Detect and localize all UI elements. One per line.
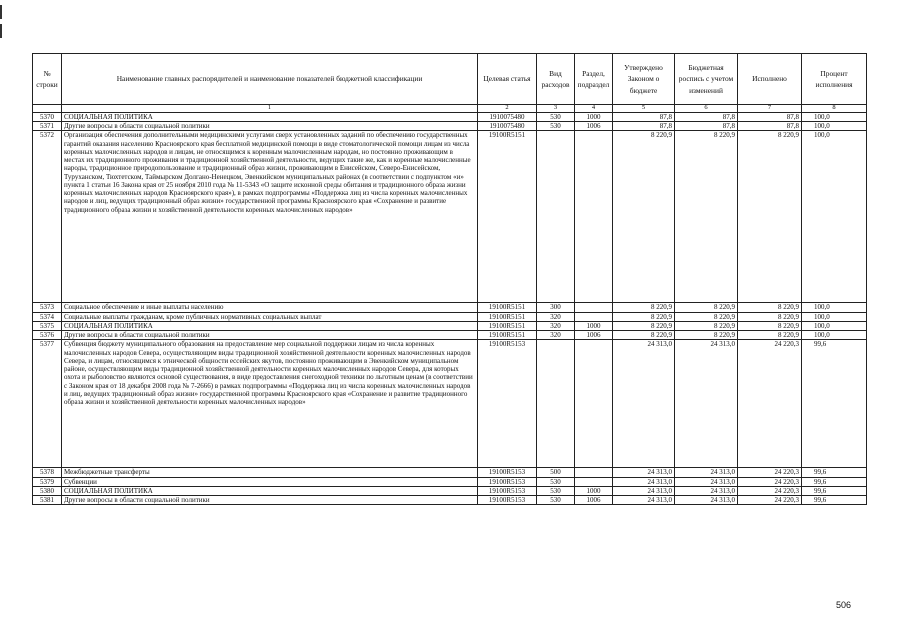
row-schedule: 8 220,9 [675,321,738,330]
row-percent: 100,0 [802,112,867,121]
row-name: Организация обеспечения дополнительными медицинскими услугами сверх установленных заданий по обеспечению государственных гарантий оказания населению Красноярского края бесплатной медицинской помощи в виде стоматологической помощи лицам из числа коренных малочисленных народов и лицам, не относящимся к коренным малочисленным народам, но постоянно проживающим в местах их традиционного проживания и традиционной хозяйственной деятельности, ведущих такие же, как и коренные малочисленные народы, традиционное природопользование и традиционный образ жизни, проживающим в Енисейском, Северо-Енисейском, Туруханском, Тюхтетском, Таймырском Долгано-Ненецком, Эвенкийском муниципальных районах (в соответствии с подпунктом «и» пункта 1 статьи 16 Закона края от 25 ноября 2010 года № 11-5343 «О защите исконной среды обитания и традиционного образа жизни коренных малочисленных народов Красноярского края»), в рамках подпрограммы «Поддержка лиц из числа коренных малочисленных народов и лиц, ведущих традиционный образ жизни» государственной программы Красноярского края «Сохранение и развитие традиционного образа жизни и хозяйственной деятельности коренных малочисленных народов» [62,131,478,303]
row-schedule: 8 220,9 [675,303,738,312]
row-target: 19100R5151 [478,331,537,340]
row-executed: 24 220,3 [738,486,802,495]
row-razdel [575,312,613,321]
row-razdel [575,468,613,477]
colnum-8: 8 [802,105,867,113]
row-target: 19100R5151 [478,131,537,303]
row-vid: 530 [537,477,575,486]
row-executed: 87,8 [738,112,802,121]
row-vid [537,340,575,468]
row-approved: 24 313,0 [613,468,675,477]
column-number-row [33,105,867,113]
row-name: СОЦИАЛЬНАЯ ПОЛИТИКА [62,112,478,121]
row-number: 5370 [33,112,62,121]
left-edge-mark-top [0,5,2,19]
row-approved: 8 220,9 [613,131,675,303]
row-name: Субвенции [62,477,478,486]
row-razdel: 1006 [575,496,613,505]
header-vid: Вид расходов [537,54,575,105]
row-approved: 24 313,0 [613,486,675,495]
colnum-empty [33,105,62,113]
row-number: 5375 [33,321,62,330]
row-percent: 99,6 [802,477,867,486]
table-row [33,486,867,495]
row-approved: 8 220,9 [613,321,675,330]
header-schedule: Бюджетная роспись с учетом изменений [675,54,738,105]
row-approved: 87,8 [613,122,675,131]
row-schedule: 24 313,0 [675,496,738,505]
row-razdel: 1000 [575,321,613,330]
row-name: Другие вопросы в области социальной политики [62,496,478,505]
colnum-2: 2 [478,105,537,113]
table-header-row [33,54,867,105]
colnum-4: 4 [575,105,613,113]
row-number: 5379 [33,477,62,486]
row-razdel [575,303,613,312]
left-edge-mark-bottom [0,24,2,38]
row-vid: 320 [537,312,575,321]
row-number: 5373 [33,303,62,312]
row-percent: 100,0 [802,131,867,303]
row-razdel: 1006 [575,122,613,131]
row-schedule: 8 220,9 [675,312,738,321]
row-target: 19100R5151 [478,312,537,321]
row-executed: 24 220,3 [738,340,802,468]
row-schedule: 24 313,0 [675,340,738,468]
row-approved: 8 220,9 [613,331,675,340]
row-schedule: 87,8 [675,122,738,131]
row-vid: 530 [537,112,575,121]
row-number: 5377 [33,340,62,468]
header-percent: Процент исполнения [802,54,867,105]
budget-table [32,53,867,505]
row-schedule: 24 313,0 [675,486,738,495]
row-name: Межбюджетные трансферты [62,468,478,477]
row-number: 5372 [33,131,62,303]
table-row [33,303,867,312]
row-target: 19100R5151 [478,321,537,330]
header-razdel: Раздел, подраздел [575,54,613,105]
row-percent: 100,0 [802,312,867,321]
table-row [33,496,867,505]
row-razdel: 1000 [575,486,613,495]
row-schedule: 8 220,9 [675,131,738,303]
colnum-5: 5 [613,105,675,113]
row-target: 19100R5153 [478,496,537,505]
row-name: Социальное обеспечение и иные выплаты населению [62,303,478,312]
row-executed: 8 220,9 [738,331,802,340]
row-percent: 99,6 [802,496,867,505]
row-name: Субвенция бюджету муниципального образования на предоставление мер социальной поддержки лицам из числа коренных малочисленных народов Севера, осуществляющим виды традиционной хозяйственной деятельности коренных малочисленных народов Севера, и лицам, относящимся к этнической общности ессейских якутов, постоянно проживающим в Эвенкийском муниципальном районе, осуществляющим виды традиционной хозяйственной деятельности коренных малочисленных народов Севера, для которых охота и рыболовство являются основой существования, в виде предоставления снегоходной техники по льготным ценам (в соответствии с Законом края от 18 декабря 2008 года № 7-2666) в рамках подпрограммы «Поддержка лиц из числа коренных малочисленных народов и лиц, ведущих традиционный образ жизни» государственной программы Красноярского края «Сохранение и развитие традиционного образа жизни и хозяйственной деятельности коренных малочисленных народов» [62,340,478,468]
row-percent: 99,6 [802,486,867,495]
row-target: 1910075480 [478,112,537,121]
table-row [33,112,867,121]
row-name: Другие вопросы в области социальной политики [62,122,478,131]
row-name: СОЦИАЛЬНАЯ ПОЛИТИКА [62,486,478,495]
row-approved: 24 313,0 [613,477,675,486]
row-percent: 100,0 [802,321,867,330]
row-executed: 87,8 [738,122,802,131]
row-vid: 530 [537,122,575,131]
row-executed: 8 220,9 [738,321,802,330]
row-percent: 100,0 [802,122,867,131]
row-number: 5374 [33,312,62,321]
row-vid: 300 [537,303,575,312]
header-name: Наименование главных распорядителей и наименование показателей бюджетной классификации [62,54,478,105]
table-row [33,321,867,330]
table-row [33,131,867,303]
row-approved: 24 313,0 [613,496,675,505]
row-executed: 8 220,9 [738,303,802,312]
row-vid: 500 [537,468,575,477]
row-name: Другие вопросы в области социальной политики [62,331,478,340]
row-name: Социальные выплаты гражданам, кроме публичных нормативных социальных выплат [62,312,478,321]
row-executed: 24 220,3 [738,477,802,486]
row-number: 5381 [33,496,62,505]
row-schedule: 24 313,0 [675,468,738,477]
row-approved: 87,8 [613,112,675,121]
row-vid: 530 [537,496,575,505]
row-schedule: 8 220,9 [675,331,738,340]
header-row-no: № строки [33,54,62,105]
row-razdel [575,131,613,303]
table-row [33,122,867,131]
row-percent: 99,6 [802,340,867,468]
row-vid: 320 [537,331,575,340]
row-vid [537,131,575,303]
row-number: 5371 [33,122,62,131]
table-row [33,340,867,468]
table-row [33,477,867,486]
row-executed: 24 220,3 [738,468,802,477]
row-vid: 320 [537,321,575,330]
row-number: 5378 [33,468,62,477]
row-approved: 8 220,9 [613,312,675,321]
row-vid: 530 [537,486,575,495]
row-target: 19100R5153 [478,477,537,486]
row-percent: 100,0 [802,331,867,340]
row-razdel: 1006 [575,331,613,340]
colnum-7: 7 [738,105,802,113]
row-percent: 100,0 [802,303,867,312]
row-razdel [575,477,613,486]
row-target: 1910075480 [478,122,537,131]
colnum-3: 3 [537,105,575,113]
row-schedule: 87,8 [675,112,738,121]
row-target: 19100R5153 [478,486,537,495]
colnum-1: 1 [62,105,478,113]
row-executed: 24 220,3 [738,496,802,505]
row-target: 19100R5151 [478,303,537,312]
table-row [33,312,867,321]
row-executed: 8 220,9 [738,312,802,321]
row-target: 19100R5153 [478,340,537,468]
row-executed: 8 220,9 [738,131,802,303]
table-row [33,468,867,477]
row-approved: 8 220,9 [613,303,675,312]
table-row [33,331,867,340]
row-razdel: 1000 [575,112,613,121]
row-schedule: 24 313,0 [675,477,738,486]
page-number: 506 [836,600,852,610]
row-approved: 24 313,0 [613,340,675,468]
row-percent: 99,6 [802,468,867,477]
header-target: Целевая статья [478,54,537,105]
header-executed: Исполнено [738,54,802,105]
row-target: 19100R5153 [478,468,537,477]
row-number: 5380 [33,486,62,495]
row-number: 5376 [33,331,62,340]
row-name: СОЦИАЛЬНАЯ ПОЛИТИКА [62,321,478,330]
row-razdel [575,340,613,468]
colnum-6: 6 [675,105,738,113]
header-approved: Утверждено Законом о бюджете [613,54,675,105]
